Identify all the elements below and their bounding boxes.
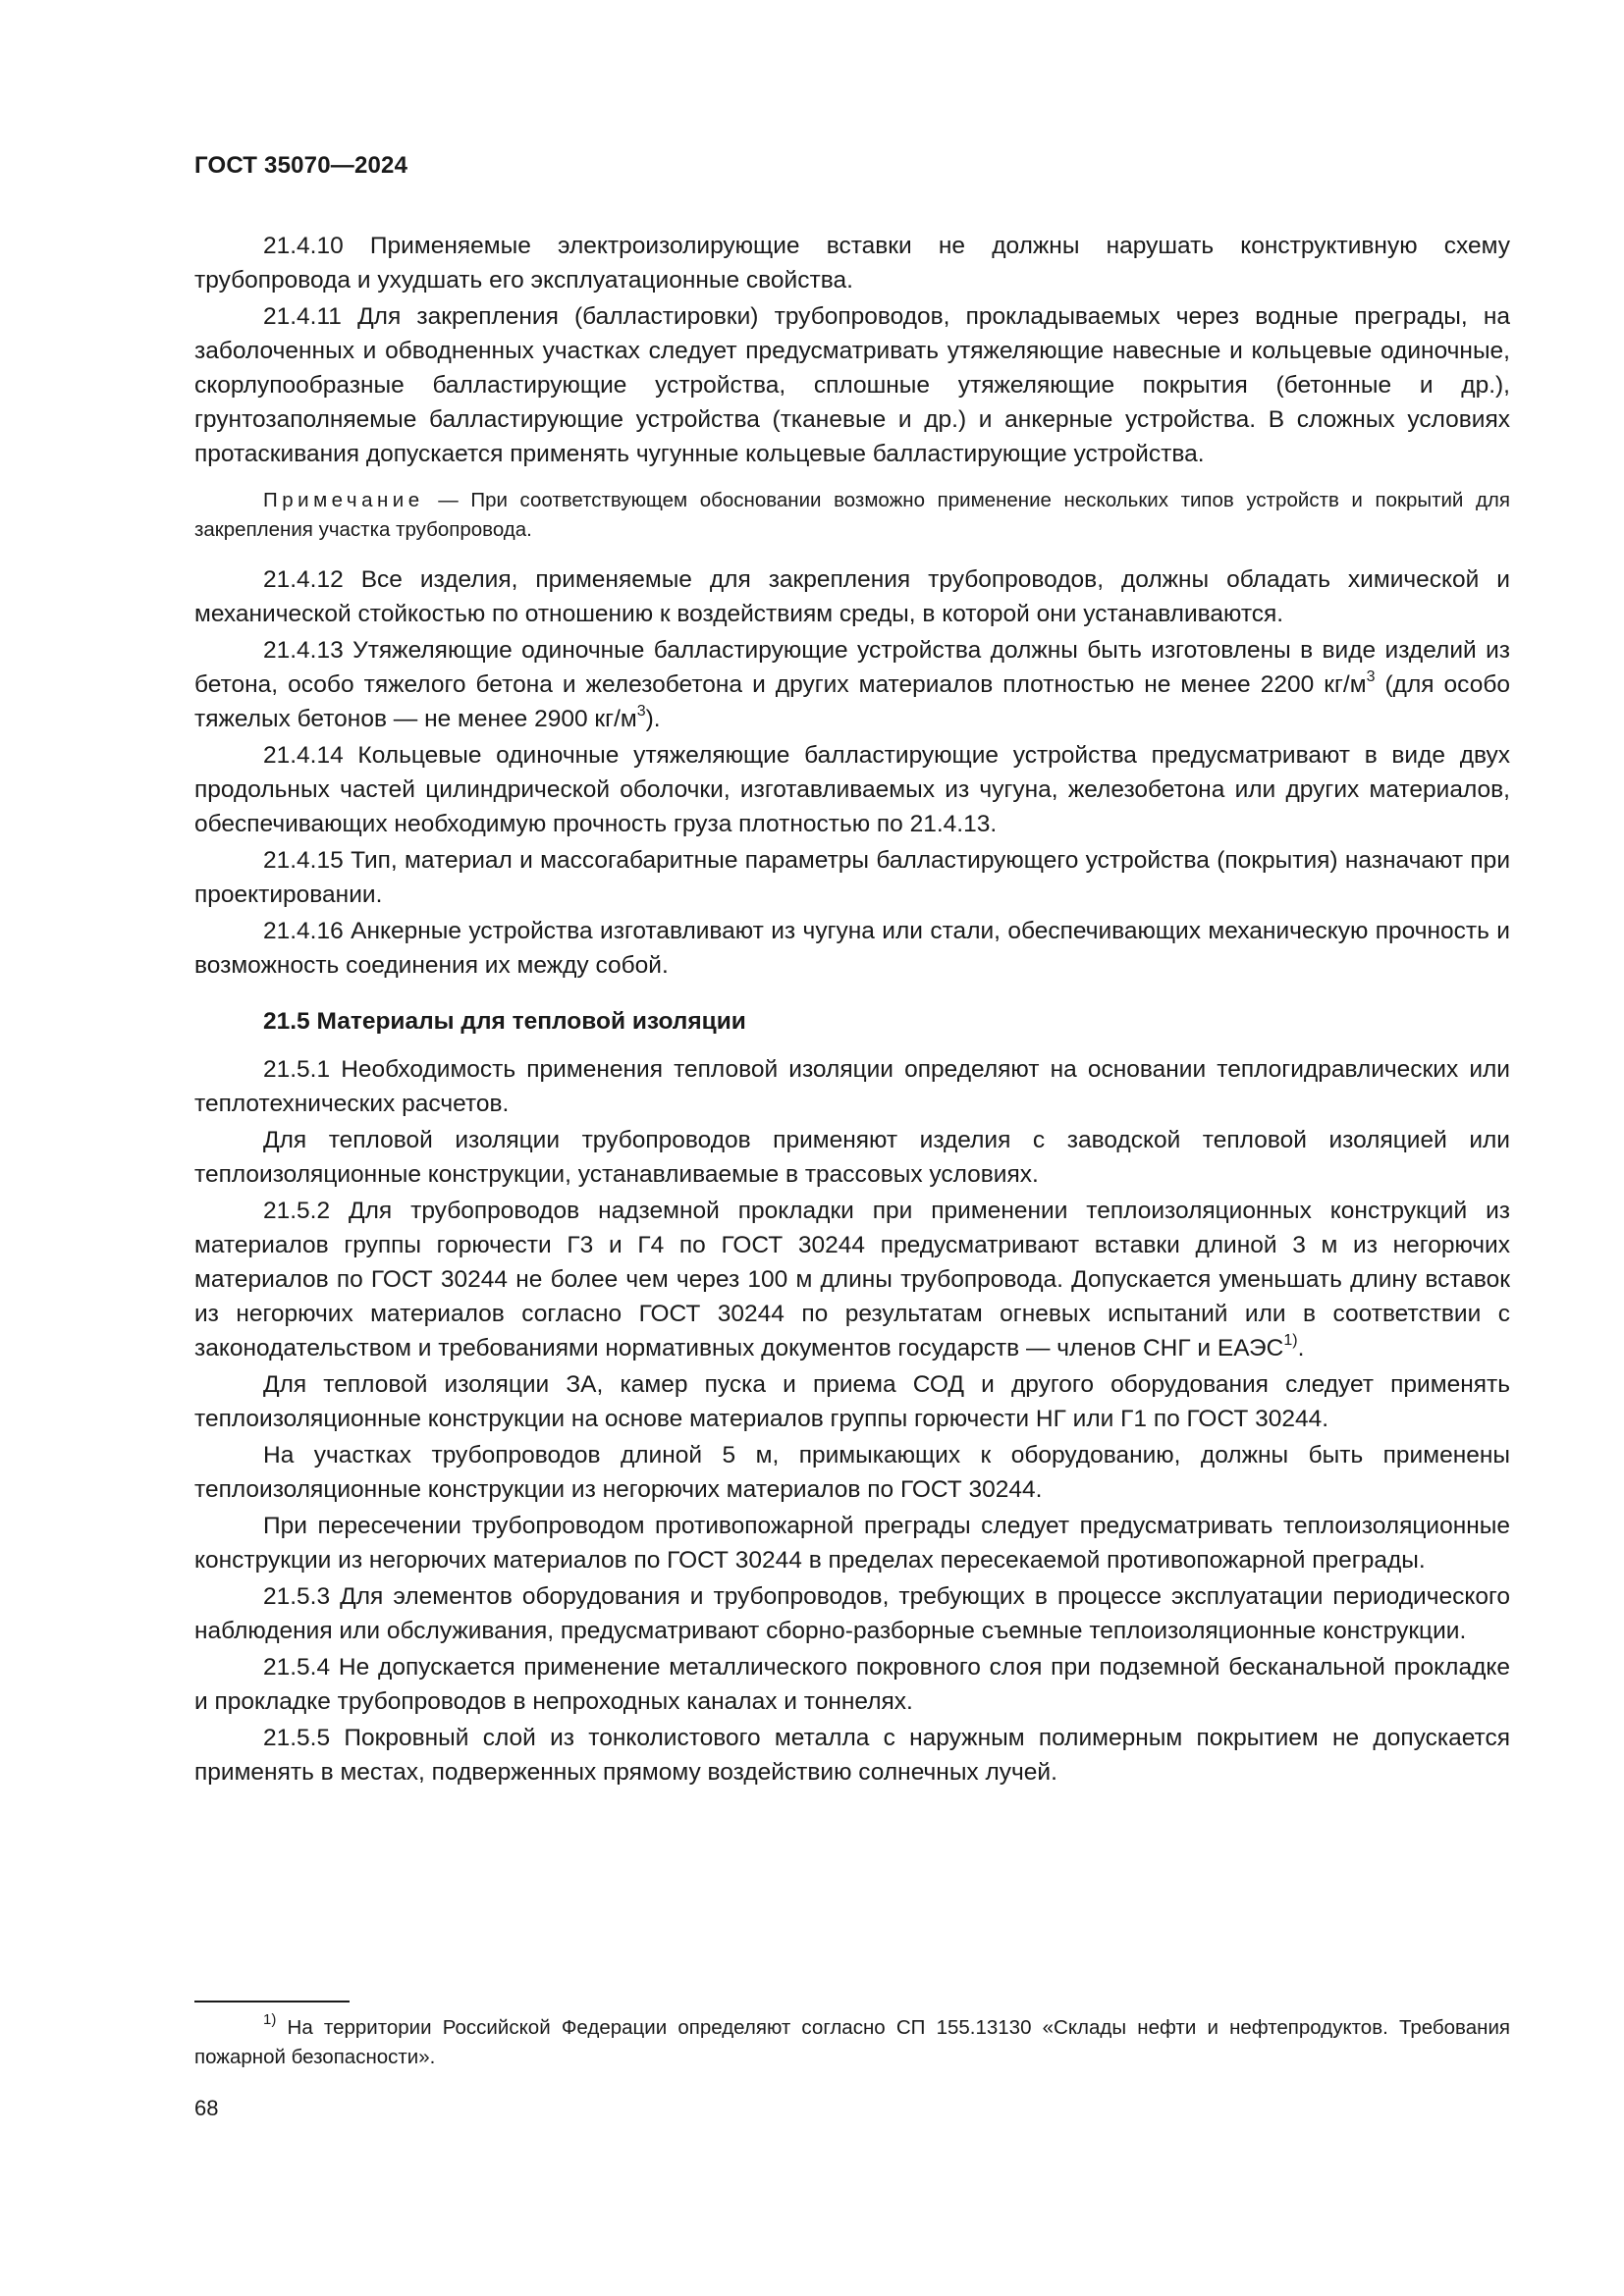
footnote xyxy=(194,2013,1510,2072)
page-number: 68 xyxy=(194,2096,219,2120)
footnote-reference: 1) xyxy=(1283,1331,1298,1349)
paragraph-21-5-4: 21.5.4 Не допускается применение металлического покровного слоя при подземной бесканальной прокладке и прокладке трубопроводов в непроходных каналах и тоннелях. xyxy=(194,1654,1510,1715)
paragraph-21-5-2-end: . xyxy=(1297,1335,1305,1362)
paragraph-21-4-10: 21.4.10 Применяемые электроизолирующие вставки не должны нарушать конструктивную схему трубопровода и ухудшать его эксплуатационные свойства. xyxy=(194,233,1510,294)
paragraph-21-5-1-continued: Для тепловой изоляции трубопроводов применяют изделия с заводской тепловой изоляцией или теплоизоляционные конструкции, устанавливаемые в трассовых условиях. xyxy=(194,1127,1510,1188)
footnote-marker: 1) xyxy=(263,2011,277,2029)
paragraph-21-4-15: 21.4.15 Тип, материал и массогабаритные параметры балластирующего устройства (покрытия) назначают при проектировании. xyxy=(194,847,1510,908)
paragraph-21-4-14: 21.4.14 Кольцевые одиночные утяжеляющие балластирующие устройства предусматривают в виде двух продольных частей цилиндрической оболочки, изготавливаемых из чугуна, железобетона или других материалов, обеспечивающих необходимую прочность груза плотностью по 21.4.13. xyxy=(194,742,1510,837)
paragraph-21-5-2 xyxy=(194,1194,1510,1365)
paragraph-21-5-3: 21.5.3 Для элементов оборудования и трубопроводов, требующих в процессе эксплуатации периодического наблюдения или обслуживания, предусматривают сборно-разборные съемные теплоизоляционные конструкции. xyxy=(194,1583,1510,1644)
paragraph-21-5-5: 21.5.5 Покровный слой из тонколистового металла с наружным полимерным покрытием не допускается применять в местах, подверженных прямому воздействию солнечных лучей. xyxy=(194,1725,1510,1786)
document-header: ГОСТ 35070—2024 xyxy=(194,152,408,179)
paragraph-21-4-12: 21.4.12 Все изделия, применяемые для закрепления трубопроводов, должны обладать химической и механической стойкостью по отношению к воздействиям среды, в которой они устанавливаются. xyxy=(194,566,1510,627)
paragraph-21-5-1: 21.5.1 Необходимость применения тепловой изоляции определяют на основании теплогидравлических или теплотехнических расчетов. xyxy=(194,1056,1510,1117)
paragraph-21-4-11: 21.4.11 Для закрепления (балластировки) трубопроводов, прокладываемых через водные преграды, на заболоченных и обводненных участках следует предусматривать утяжеляющие навесные и кольцевые одиночные, скорлупообразные балластирующие устройства, сплошные утяжеляющие покрытия (бетонные и др.), грунтозаполняемые балластирующие устройства (тканевые и др.) и анкерные устройства. В сложных условиях протаскивания допускается применять чугунные кольцевые балластирующие устройства. xyxy=(194,303,1510,467)
paragraph-21-5-2-text: 21.5.2 Для трубопроводов надземной прокладки при применении теплоизоляционных конструкций из материалов группы горючести Г3 и Г4 по ГОСТ 30244 предусматривают вставки длиной 3 м из негорючих материалов по ГОСТ 30244 не более чем через 100 м длины трубопровода. Допускается уменьшать длину вставок из негорючих материалов согласно ГОСТ 30244 по результатам огневых испытаний или в соответствии с законодательством и требованиями нормативных документов государств — членов СНГ и ЕАЭС xyxy=(194,1198,1510,1362)
footnote-separator xyxy=(194,2001,350,2002)
paragraph-21-5-2-zа: Для тепловой изоляции ЗА, камер пуска и приема СОД и другого оборудования следует применять теплоизоляционные конструкции на основе материалов группы горючести НГ или Г1 по ГОСТ 30244. xyxy=(194,1371,1510,1432)
footnote-text: На территории Российской Федерации определяют согласно СП 155.13130 «Склады нефти и нефтепродуктов. Требования пожарной безопасности». xyxy=(194,2016,1510,2068)
paragraph-21-4-16: 21.4.16 Анкерные устройства изготавливают из чугуна или стали, обеспечивающих механическую прочность и возможность соединения их между собой. xyxy=(194,918,1510,979)
paragraph-21-4-13 xyxy=(194,633,1510,736)
note-label: Примечание xyxy=(263,489,424,511)
note-paragraph xyxy=(194,486,1510,545)
paragraph-21-4-13-part-b: (для особо тяжелых бетонов — не менее 2900 кг/м xyxy=(194,671,1510,732)
document-body xyxy=(194,229,1510,1791)
paragraph-21-5-2-fire-barrier: При пересечении трубопроводом противопожарной преграды следует предусматривать теплоизоляционные конструкции из негорючих материалов по ГОСТ 30244 в пределах пересекаемой противопожарной преграды. xyxy=(194,1513,1510,1574)
note-text: — При соответствующем обосновании возможно применение нескольких типов устройств и покрытий для закрепления участка трубопровода. xyxy=(194,489,1510,541)
superscript-cubed: 3 xyxy=(1366,667,1376,685)
superscript-cubed: 3 xyxy=(636,702,646,720)
paragraph-21-4-13-part-c: ). xyxy=(645,706,661,732)
paragraph-21-4-13-part-a: 21.4.13 Утяжеляющие одиночные балластирующие устройства должны быть изготовлены в виде изделий из бетона, особо тяжелого бетона и железобетона и других материалов плотностью не менее 2200 кг/м xyxy=(194,637,1510,698)
section-heading-21-5: 21.5 Материалы для тепловой изоляции xyxy=(263,1008,746,1035)
paragraph-21-5-2-sections: На участках трубопроводов длиной 5 м, примыкающих к оборудованию, должны быть применены теплоизоляционные конструкции из негорючих материалов по ГОСТ 30244. xyxy=(194,1442,1510,1503)
